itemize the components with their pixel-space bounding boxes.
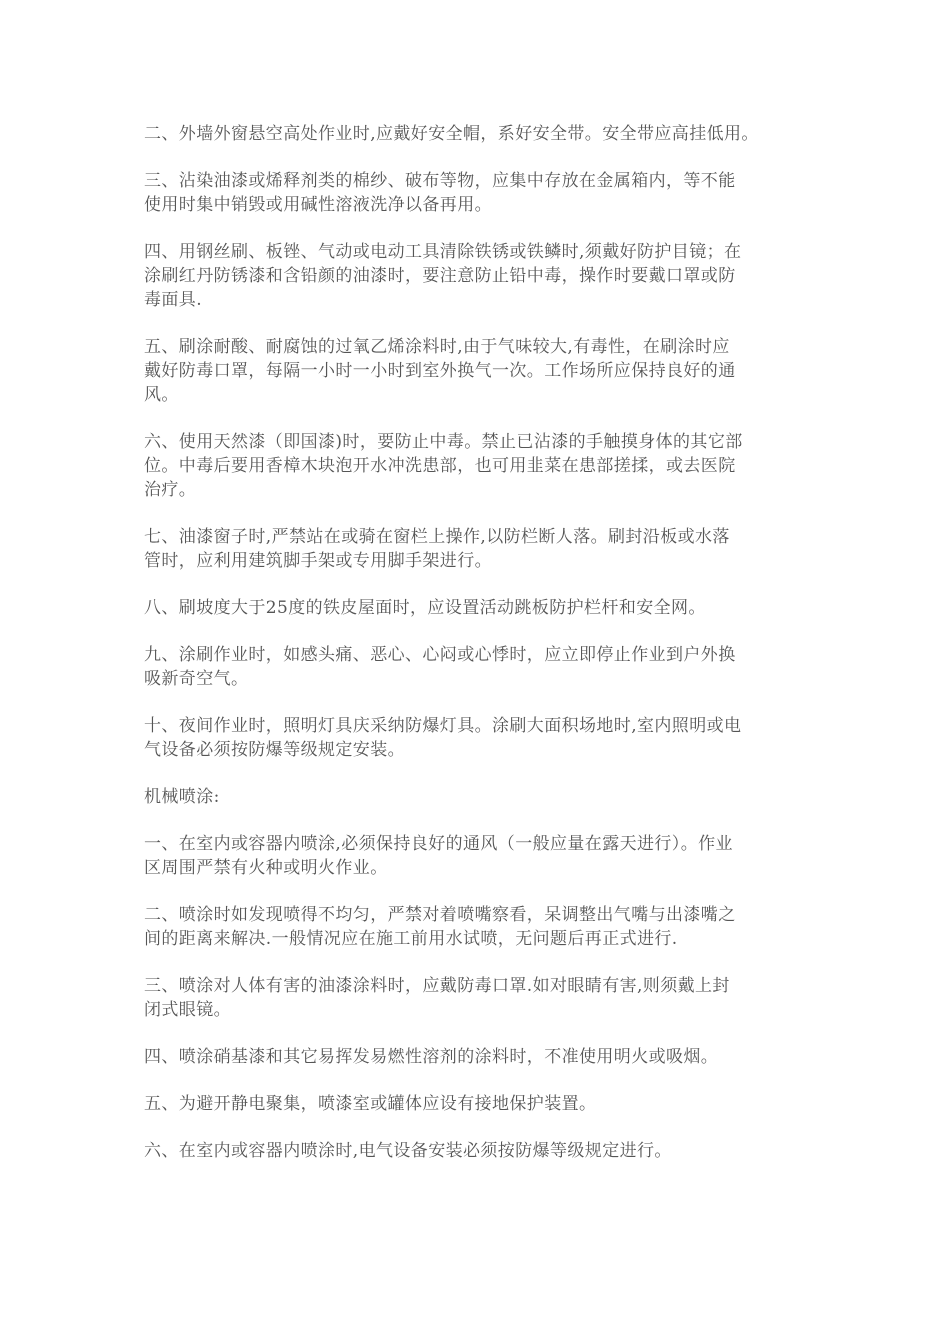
text-line: 闭式眼镜。 bbox=[144, 1000, 231, 1020]
text-line: 九、涂刷作业时，如感头痛、恶心、心闷或心悸时，应立即停止作业到户外换 bbox=[144, 645, 736, 665]
paragraph-7-hazard-rules bbox=[144, 525, 820, 573]
text-line: 一、在室内或容器内喷涂,必须保持良好的通风（一般应量在露天进行）。作业 bbox=[144, 834, 733, 854]
text-line: 治疗。 bbox=[144, 480, 197, 500]
text-line: 六、使用天然漆（即国漆)时，要防止中毒。禁止已沾漆的手触摸身体的其它部 bbox=[144, 432, 743, 452]
text-line: 十、夜间作业时，照明灯具庆采纳防爆灯具。涂刷大面积场地时,室内照明或电 bbox=[144, 716, 742, 736]
text-line: 位。中毒后要用香樟木块泡开水冲洗患部，也可用韭菜在患部搓揉，或去医院 bbox=[144, 456, 736, 476]
text-line: 风。 bbox=[144, 385, 179, 405]
text-line: 二、外墙外窗悬空高处作业时,应戴好安全帽，系好安全带。安全带应高挂低用。 bbox=[144, 124, 759, 144]
paragraph-3-hazard-rules bbox=[144, 169, 820, 217]
text-line: 使用时集中销毁或用碱性溶液洗净以备再用。 bbox=[144, 195, 492, 215]
paragraph-8-hazard-rules bbox=[144, 596, 820, 620]
text-line: 五、为避开静电聚集，喷漆室或罐体应设有接地保护装置。 bbox=[144, 1094, 597, 1114]
text-line: 间的距离来解决.一般情况应在施工前用水试喷，无问题后再正式进行. bbox=[144, 929, 678, 949]
text-line: 七、油漆窗子时,严禁站在或骑在窗栏上操作,以防栏断人落。刷封沿板或水落 bbox=[144, 527, 730, 547]
spraying-rule-3 bbox=[144, 974, 820, 1022]
spraying-rule-5 bbox=[144, 1092, 820, 1116]
text-line: 二、喷涂时如发现喷得不均匀，严禁对着喷嘴察看，呆调整出气嘴与出漆嘴之 bbox=[144, 905, 736, 925]
text-line: 三、沾染油漆或烯释剂类的棉纱、破布等物，应集中存放在金属箱内，等不能 bbox=[144, 171, 736, 191]
text-line: 机械喷涂: bbox=[144, 787, 220, 807]
paragraph-9-hazard-rules bbox=[144, 643, 820, 691]
text-line: 区周围严禁有火种或明火作业。 bbox=[144, 858, 388, 878]
document-body bbox=[144, 122, 820, 1186]
paragraph-5-hazard-rules bbox=[144, 335, 820, 407]
section-heading-mechanical-spraying bbox=[144, 785, 820, 809]
paragraph-10-hazard-rules bbox=[144, 714, 820, 762]
text-line: 八、刷坡度大于25度的铁皮屋面时，应设置活动跳板防护栏杆和安全网。 bbox=[144, 598, 706, 618]
text-line: 毒面具. bbox=[144, 290, 203, 310]
paragraph-6-hazard-rules bbox=[144, 430, 820, 502]
spraying-rule-6 bbox=[144, 1139, 820, 1163]
text-line: 五、刷涂耐酸、耐腐蚀的过氧乙烯涂料时,由于气味较大,有毒性，在刷涂时应 bbox=[144, 337, 730, 357]
text-line: 四、喷涂硝基漆和其它易挥发易燃性溶剂的涂料时，不准使用明火或吸烟。 bbox=[144, 1047, 719, 1067]
text-line: 涂刷红丹防锈漆和含铅颜的油漆时，要注意防止铅中毒，操作时要戴口罩或防 bbox=[144, 266, 736, 286]
text-line: 六、在室内或容器内喷涂时,电气设备安装必须按防爆等级规定进行。 bbox=[144, 1141, 672, 1161]
paragraph-4-hazard-rules bbox=[144, 240, 820, 312]
spraying-rule-1 bbox=[144, 832, 820, 880]
text-line: 四、用钢丝刷、板锉、气动或电动工具清除铁锈或铁鳞时,须戴好防护目镜；在 bbox=[144, 242, 742, 262]
text-line: 管时，应利用建筑脚手架或专用脚手架进行。 bbox=[144, 551, 492, 571]
paragraph-2-hazard-rules bbox=[144, 122, 820, 146]
spraying-rule-2 bbox=[144, 903, 820, 951]
text-line: 气设备必须按防爆等级规定安装。 bbox=[144, 740, 405, 760]
text-line: 戴好防毒口罩，每隔一小时一小时到室外换气一次。工作场所应保持良好的通 bbox=[144, 361, 736, 381]
spraying-rule-4 bbox=[144, 1045, 820, 1069]
text-line: 吸新奇空气。 bbox=[144, 669, 249, 689]
text-line: 三、喷涂对人体有害的油漆涂料时，应戴防毒口罩.如对眼睛有害,则须戴上封 bbox=[144, 976, 730, 996]
